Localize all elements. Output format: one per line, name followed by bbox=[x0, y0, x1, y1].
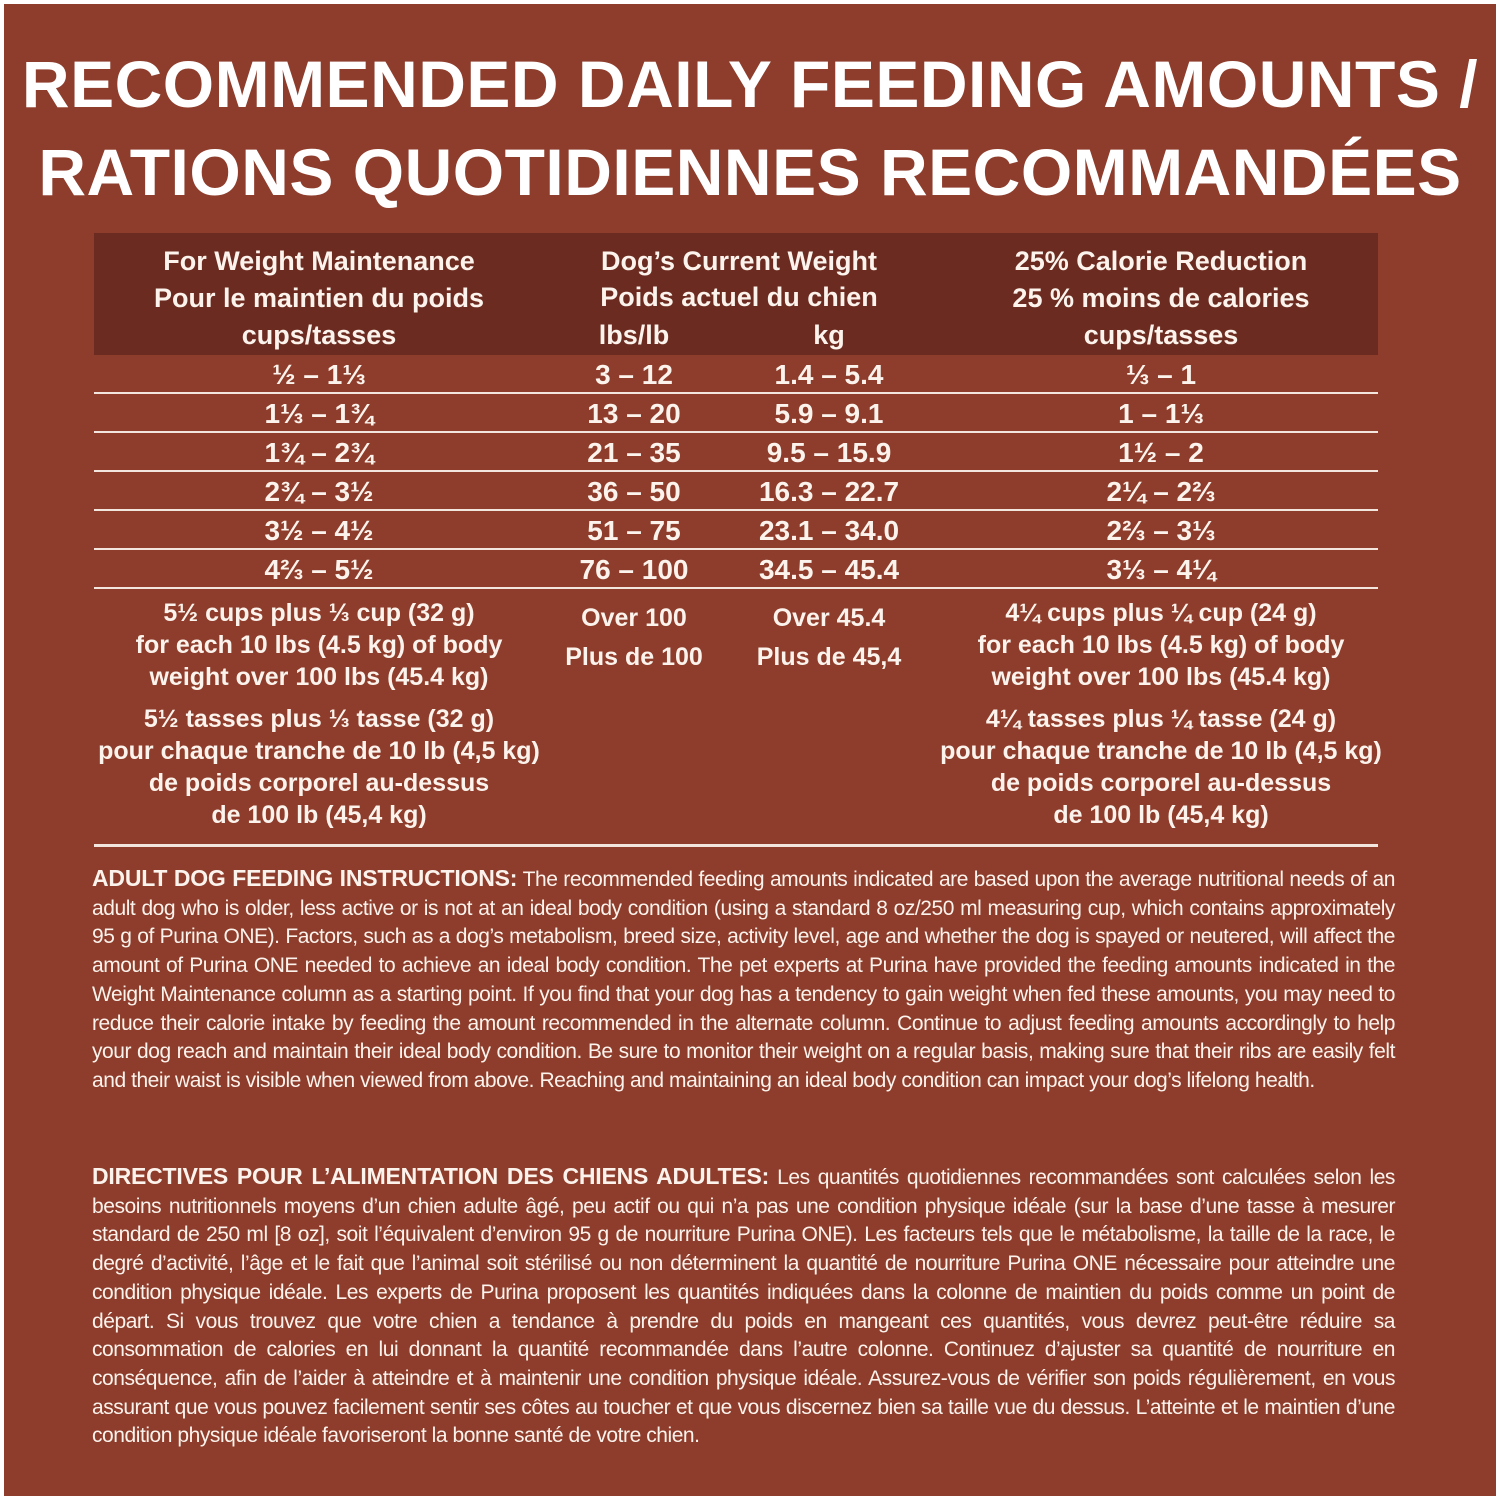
cell-kg: 34.5 – 45.4 bbox=[758, 554, 900, 585]
cell-text: pour chaque tranche de 10 lb (4,5 kg) bbox=[940, 737, 1382, 765]
instructions-english-body: The recommended feeding amounts indicated are based upon the average nutritional needs of an adult dog who is older, less active or is not at an ideal body condition (using a standard 8 oz/250 ml measuring cup, which contains approximately 95 g of Purina ONE). Factors, such as a dog’s metabolism, breed size, activity level, age and whether the dog is spayed or neutered, will affect the amount of Purina ONE needed to achieve an ideal body condition. The pet experts at Purina have provided the feeding amounts indicated in the Weight Maintenance column as a starting point. If you find that your dog has a tendency to gain weight when fed these amounts, you may need to reduce their calorie intake by feeding the amount recommended in the alternate column. Continue to adjust feeding amounts accordingly to help your dog reach and maintain their ideal body condition. Be sure to monitor their weight on a regular basis, making sure that their ribs are easily felt and their waist is visible when viewed from above. Reaching and maintaining an ideal body condition can impact your dog’s lifelong health. bbox=[92, 868, 1395, 1092]
instructions-english-heading: ADULT DOG FEEDING INSTRUCTIONS: bbox=[92, 865, 518, 891]
cell-lbs: 3 – 12 bbox=[595, 359, 673, 390]
cell-text: Plus de 100 bbox=[565, 643, 703, 671]
header-text: 25 % moins de calories bbox=[1012, 283, 1310, 313]
instructions-french bbox=[92, 1162, 1395, 1451]
table-row-over-100 bbox=[94, 589, 1382, 847]
title-english: RECOMMENDED DAILY FEEDING AMOUNTS / bbox=[21, 47, 1479, 121]
table-header bbox=[94, 233, 1378, 355]
cell-maintenance: ½ – 1⅓ bbox=[272, 359, 366, 390]
cell-text: 5½ tasses plus ⅓ tasse (32 g) bbox=[143, 705, 495, 733]
header-kg: kg bbox=[813, 320, 845, 350]
cell-text: de 100 lb (45,4 kg) bbox=[1053, 801, 1269, 829]
cell-kg: 9.5 – 15.9 bbox=[766, 437, 892, 468]
instructions-french-heading: DIRECTIVES POUR L’ALIMENTATION DES CHIENS ADULTES: bbox=[92, 1163, 770, 1189]
cell-lbs: 76 – 100 bbox=[579, 554, 689, 585]
table-row bbox=[94, 472, 1378, 511]
instructions-french-body: Les quantités quotidiennes recommandées sont calculées selon les besoins nutritionnels moyens d’un chien adulte âgé, peu actif ou qui n’a pas une condition physique idéale (sur la base d’une tasse à mesurer standard de 250 ml [8 oz], soit l’équivalent d’environ 95 g de nourriture Purina ONE). Les facteurs tels que le métabolisme, la taille de la race, le degré d’activité, l’âge et le fait que l’animal soit stérilisé ou non déterminent la quantité de nourriture Purina ONE nécessaire pour atteindre une condition physique idéale. Les experts de Purina proposent les quantités indiquées dans la colonne de maintien du poids comme un point de départ. Si vous trouvez que votre chien a tendance à prendre du poids en mangeant ces quantités, vous devrez peut-être réduire sa consommation de calories en lui donnant la quantité recommandée dans l’autre colonne. Continuez d’ajuster sa quantité de nourriture en conséquence, afin de l’aider à atteindre et à maintenir une condition physique idéale. Assurez-vous de vérifier son poids régulièrement, en vous assurant que vous pouvez facilement sentir ses côtes au toucher et que vous discernez bien sa taille vue du dessus. L’atteinte et le maintien d’une condition physique idéale favoriseront la bonne santé de votre chien. bbox=[92, 1166, 1395, 1448]
over-reduction bbox=[924, 597, 1398, 831]
cell-maintenance: 3½ – 4½ bbox=[264, 515, 374, 546]
cell-lbs: 21 – 35 bbox=[587, 437, 681, 468]
cell-text: Plus de 45,4 bbox=[756, 643, 902, 671]
cell-text: 5½ cups plus ⅓ cup (32 g) bbox=[163, 599, 475, 627]
feeding-panel bbox=[4, 4, 1496, 1496]
title-french: RATIONS QUOTIDIENNES RECOMMANDÉES bbox=[38, 135, 1462, 209]
cell-maintenance: 1¾ – 2¾ bbox=[264, 437, 374, 468]
cell-lbs: 36 – 50 bbox=[587, 476, 681, 507]
instructions-english bbox=[92, 864, 1395, 1096]
header-text: Dog’s Current Weight bbox=[601, 246, 877, 276]
header-text: cups/tasses bbox=[1083, 320, 1239, 350]
cell-reduction: 3⅓ – 4¼ bbox=[1106, 554, 1216, 585]
over-lbs bbox=[554, 599, 714, 677]
cell-text: 4¼ tasses plus ¼ tasse (24 g) bbox=[985, 705, 1337, 733]
cell-text: weight over 100 lbs (45.4 kg) bbox=[149, 663, 489, 691]
table-row bbox=[94, 550, 1378, 589]
cell-text: Over 45.4 bbox=[772, 604, 886, 632]
cell-reduction: 2¼ – 2⅔ bbox=[1106, 476, 1216, 507]
cell-text: weight over 100 lbs (45.4 kg) bbox=[991, 663, 1331, 691]
header-text: Poids actuel du chien bbox=[600, 282, 878, 312]
cell-kg: 16.3 – 22.7 bbox=[758, 476, 900, 507]
cell-text: for each 10 lbs (4.5 kg) of body bbox=[135, 631, 503, 659]
table-row bbox=[94, 433, 1378, 472]
cell-lbs: 51 – 75 bbox=[587, 515, 681, 546]
table-row bbox=[94, 511, 1378, 550]
cell-maintenance: 2¾ – 3½ bbox=[264, 476, 374, 507]
over-kg bbox=[734, 599, 924, 677]
cell-text: Over 100 bbox=[581, 604, 687, 632]
cell-reduction: 1 – 1⅓ bbox=[1118, 398, 1204, 429]
header-text: For Weight Maintenance bbox=[163, 246, 475, 276]
cell-text: de 100 lb (45,4 kg) bbox=[211, 801, 427, 829]
cell-reduction: 2⅔ – 3⅓ bbox=[1106, 515, 1216, 546]
header-text: Pour le maintien du poids bbox=[153, 283, 485, 313]
feeding-table bbox=[94, 233, 1382, 847]
cell-kg: 1.4 – 5.4 bbox=[774, 359, 884, 390]
cell-maintenance: 4⅔ – 5½ bbox=[264, 554, 374, 585]
cell-text: de poids corporel au-dessus bbox=[148, 769, 490, 797]
cell-text: pour chaque tranche de 10 lb (4,5 kg) bbox=[98, 737, 540, 765]
over-maintenance bbox=[74, 597, 564, 831]
header-text: 25% Calorie Reduction bbox=[1014, 246, 1308, 276]
header-weight bbox=[534, 243, 944, 315]
header-maintenance bbox=[94, 243, 544, 354]
cell-maintenance: 1⅓ – 1¾ bbox=[264, 398, 374, 429]
cell-kg: 23.1 – 34.0 bbox=[758, 515, 900, 546]
cell-text: de poids corporel au-dessus bbox=[990, 769, 1332, 797]
cell-kg: 5.9 – 9.1 bbox=[774, 398, 884, 429]
cell-reduction: ⅓ – 1 bbox=[1125, 359, 1197, 390]
cell-text: for each 10 lbs (4.5 kg) of body bbox=[977, 631, 1345, 659]
cell-text: 4¼ cups plus ¼ cup (24 g) bbox=[1005, 599, 1317, 627]
header-text: cups/tasses bbox=[241, 320, 397, 350]
header-lbs: lbs/lb bbox=[598, 320, 670, 350]
table-row bbox=[94, 394, 1378, 433]
header-reduction bbox=[944, 243, 1378, 354]
cell-lbs: 13 – 20 bbox=[587, 398, 681, 429]
table-row bbox=[94, 355, 1378, 394]
cell-reduction: 1½ – 2 bbox=[1118, 437, 1204, 468]
